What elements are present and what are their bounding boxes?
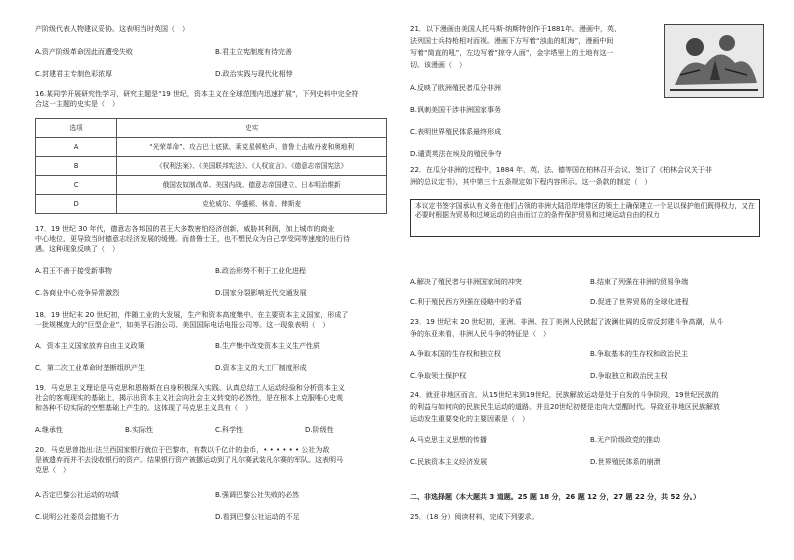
q18-stem-line1: 18．19 世纪末 20 世纪初，伴随工业的大发展，生产和资本高度集中。在主要资本主义国家，形成了 xyxy=(35,311,349,319)
q16-stem-line1: 16.某同学开展研究性学习，研究主题是“19 世纪，资本主义在全球范围内迅速扩展”，下列史料中完全符 xyxy=(35,90,359,98)
table-cell: 俄国农奴制改革、美国内战、德意志帝国建立、日本明治维新 xyxy=(117,176,387,195)
q15-option-d[interactable]: D.政治实践与现代化相悖 xyxy=(215,70,293,78)
q18-option-c[interactable]: C．第二次工业革命时垄断组织产生 xyxy=(35,364,145,372)
q22-option-b[interactable]: B.结束了列强在非洲的贸易争端 xyxy=(590,278,689,286)
q23-stem-line2: 争的东亚来看，非洲人民斗争的特征是（ ） xyxy=(410,330,550,338)
q17-option-c[interactable]: C.各商业中心竞争异常激烈 xyxy=(35,289,120,297)
q17-stem-line3: 遇。这种现象反映了（ ） xyxy=(35,245,119,253)
q20-option-b[interactable]: B.强调巴黎公社失败的必然 xyxy=(215,491,300,499)
q24-option-a[interactable]: A.马克思主义思想的传播 xyxy=(410,436,487,444)
table-header-row xyxy=(36,119,387,138)
q19-stem-line1: 19．马克思主义理论是马克思和恩格斯在自身积极深入实践、认真总结工人运动经验和分析资本主义 xyxy=(35,384,345,392)
q16-stem-line2: 合这一主题的史实是（ ） xyxy=(35,100,119,108)
q20-option-c[interactable]: C.说明公社委员会措施不力 xyxy=(35,513,120,521)
q22-quote-box: 本议定书签字国承认有义务在他们占领的非洲大陆沿岸地带区的领土上确保建立一个足以保护他们既得权力，又在必要时根据为贸易和过境运动的自由而订立的条件保护贸易和过境运动自由的权力 xyxy=(410,199,760,237)
q15-option-c[interactable]: C.封建君主专制色彩浓厚 xyxy=(35,70,113,78)
q18-option-b[interactable]: B.生产集中改变资本主义生产性质 xyxy=(215,342,321,350)
table-cell: D xyxy=(36,195,117,214)
q19-option-d[interactable]: D.阶级性 xyxy=(305,426,334,434)
q24-option-b[interactable]: B.无产阶级政党的推动 xyxy=(590,436,661,444)
q24-stem-line2: 的利益与如何向的民族民生运动的道路。并且20世纪初便是走向大觉醒时代。导致亚非地区民族解放 xyxy=(410,403,720,411)
q19-option-b[interactable]: B.实际性 xyxy=(125,426,154,434)
q18-stem-line2: 一批规模庞大的“巨型企业”，如美孚石油公司、美国国际电话电报公司等。这一现象表明（ ） xyxy=(35,321,330,329)
q23-option-b[interactable]: B.争取基本的生存权和政治民主 xyxy=(590,350,689,358)
q19-option-c[interactable]: C.科学性 xyxy=(215,426,244,434)
q24-option-d[interactable]: D.世界殖民体系的崩溃 xyxy=(590,458,661,466)
q21-stem-line1: 21．以下漫画由美国人托马斯·纳斯特创作于1881年。漫画中，英、 xyxy=(410,25,621,33)
q22-stem-line1: 22．在瓜分非洲的过程中，1884 年，英、法、德等国在柏林召开会议，签订了《柏林会议关于非 xyxy=(410,166,712,174)
q19-stem-line2: 社会的客观现实的基础上，揭示出资本主义社会向社会主义转变的必然性，是在根本上克服唯心史观 xyxy=(35,394,343,402)
q17-option-b[interactable]: B.政治形势不利于工业化进程 xyxy=(215,267,307,275)
q23-option-d[interactable]: D.争取独立和政治民主权 xyxy=(590,372,668,380)
q17-stem-line1: 17．19 世纪 30 年代，德意志各邦国的君王大多数害怕经济创新，威胁其利润，加上城市的商业 xyxy=(35,225,335,233)
table-row xyxy=(36,195,387,214)
q23-option-c[interactable]: C.争取领土保护权 xyxy=(410,372,467,380)
table-cell: A xyxy=(36,138,117,157)
table-cell: B xyxy=(36,157,117,176)
q21-option-a[interactable]: A.反映了欧洲殖民者瓜分非洲 xyxy=(410,84,501,92)
q19-option-a[interactable]: A.继承性 xyxy=(35,426,63,434)
q20-stem-line2: 是被遗弃而并不去没收银行的资产。结果银行资产被挪运动到了凡尔赛武装凡尔赛的军队。这表明马 xyxy=(35,456,343,464)
q25-stem: 25．（18 分）阅读材料，完成下列要求。 xyxy=(410,513,539,521)
q24-stem-line1: 24．就亚非地区而言，从15世纪末到19世纪，民族解放运动是处于自发的斗争阶段，19世纪民族的 xyxy=(410,391,719,399)
q21-option-d[interactable]: D.谴责英法在埃及的殖民争夺 xyxy=(410,150,502,158)
q19-stem-line3: 和各种不切实际的空想基础上产生的。这体现了马克思主义具有（ ） xyxy=(35,404,252,412)
q22-option-c[interactable]: C.利于殖民西方列强在侵略中的矛盾 xyxy=(410,298,523,306)
q20-option-d[interactable]: D.看到巴黎公社运动的不足 xyxy=(215,513,300,521)
q21-cartoon-image xyxy=(664,24,764,98)
q20-option-a[interactable]: A.否定巴黎公社运动的功绩 xyxy=(35,491,119,499)
table-cell: “光荣革命”、攻占巴士底狱、莱克星顿枪声、普鲁士击败丹麦和奥地利 xyxy=(117,138,387,157)
q17-option-a[interactable]: A.君王不善于接受新事物 xyxy=(35,267,112,275)
q18-option-d[interactable]: D.资本主义的大工厂制度形成 xyxy=(215,364,307,372)
q21-stem-line2: 法列国士兵持枪相对而视。漫画下方写着“浊血的虹海”，漫画中间 xyxy=(410,37,614,45)
q21-option-b[interactable]: B.讽刺美国干涉非洲国家事务 xyxy=(410,106,502,114)
q15-stem: 产阶级代表人物建议妥协。这表明当时英国（ ） xyxy=(35,25,189,33)
q15-option-a[interactable]: A.资产阶级革命因此而遭受失败 xyxy=(35,48,133,56)
q16-source-table xyxy=(35,118,387,214)
q24-option-c[interactable]: C.民族资本主义经济发展 xyxy=(410,458,488,466)
q23-option-a[interactable]: A.争取本国的生存权和独立权 xyxy=(410,350,501,358)
q22-option-a[interactable]: A.解决了殖民者与非洲国家间的冲突 xyxy=(410,278,522,286)
table-header-cell: 史实 xyxy=(117,119,387,138)
table-row xyxy=(36,138,387,157)
section-heading: 二、非选择题（本大题共 3 道题。25 题 18 分，26 题 12 分，27 题 22 分，共 52 分。） xyxy=(410,493,701,501)
table-row xyxy=(36,157,387,176)
q23-stem-line1: 23．19 世纪末 20 世纪初，亚洲、非洲、拉丁美洲人民掀起了波澜壮阔的反帝反封建斗争高潮，从斗 xyxy=(410,318,724,326)
q21-option-c[interactable]: C.表明世界殖民体系最终形成 xyxy=(410,128,502,136)
q15-option-b[interactable]: B.君主立宪制度有待完善 xyxy=(215,48,293,56)
q22-stem-line2: 洲的总议定书》，其中第三十五条规定如下程内容所示。这一条款的制定（ ） xyxy=(410,178,652,186)
table-cell: 《权利法案》、《美国联邦宪法》、《人权宣言》、《德意志帝国宪法》 xyxy=(117,157,387,176)
q22-option-d[interactable]: D.促进了世界贸易的全球化进程 xyxy=(590,298,689,306)
table-cell: C xyxy=(36,176,117,195)
q17-option-d[interactable]: D.国家分裂影响近代交通发展 xyxy=(215,289,307,297)
q21-stem-line4: 切。该漫画（ ） xyxy=(410,61,466,69)
q20-stem-line3: 克思（ ） xyxy=(35,466,70,474)
table-row xyxy=(36,176,387,195)
q18-option-a[interactable]: A．资本主义国家放弃自由主义政策 xyxy=(35,342,145,350)
q24-stem-line3: 运动发生重要变化的主要因素是（ ） xyxy=(410,415,529,423)
q21-stem-line3: 写着“简直的吼”，左边写着“掠夺人面”，金字塔里上的土地有这一 xyxy=(410,49,614,57)
table-header-cell: 选项 xyxy=(36,119,117,138)
table-cell: 克伦威尔、华盛顿、林肯、俾斯麦 xyxy=(117,195,387,214)
q17-stem-line2: 中心地位，更导致当时德意志经济发展的缓慢。而普鲁士王，也不想民众为自己享受同等速度的出行待 xyxy=(35,235,350,243)
q20-stem-line1: 20．马克思曾指出:法兰西国家银行就位于巴黎市，有数以千亿计的金币，• • • • • • 公社为敌 xyxy=(35,446,330,454)
